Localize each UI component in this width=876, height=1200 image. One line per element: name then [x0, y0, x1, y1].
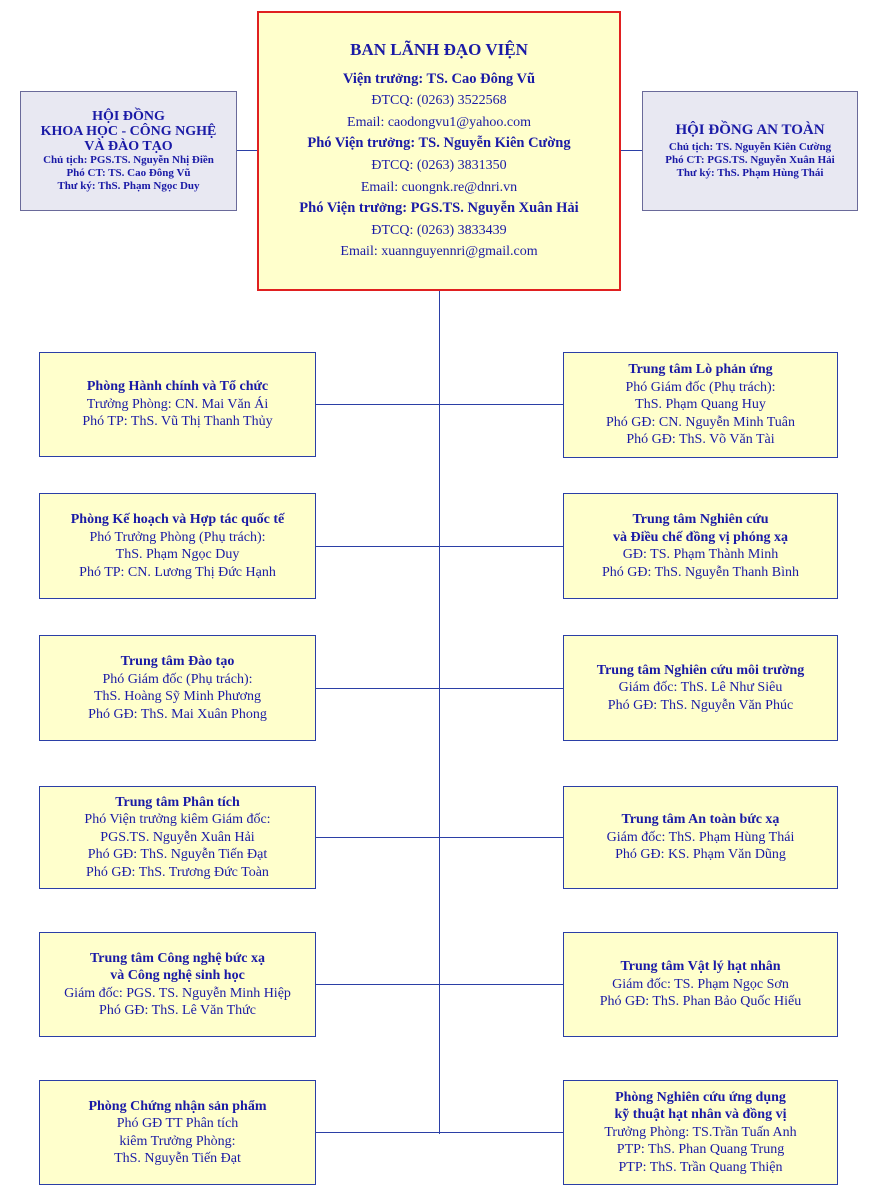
deputy-director-2-name: Phó Viện trưởng: PGS.TS. Nguyễn Xuân Hải	[299, 200, 579, 217]
science-council-vice-chair: Phó CT: TS. Cao Đông Vũ	[66, 167, 191, 179]
unit-title: Trung tâm Nghiên cứu môi trường	[596, 662, 805, 678]
connector-right-4	[439, 837, 563, 838]
connector-right-2	[439, 546, 563, 547]
unit-line: Giám đốc: TS. Phạm Ngọc Sơn	[612, 976, 789, 992]
deputy-director-1-name: Phó Viện trưởng: TS. Nguyễn Kiên Cường	[307, 135, 571, 152]
unit-product-certification	[39, 1080, 316, 1185]
unit-planning-international	[39, 493, 316, 599]
unit-title: Trung tâm Đào tạo	[120, 654, 235, 669]
connector-right-5	[439, 984, 563, 985]
unit-line: Phó GĐ: ThS. Nguyễn Thanh Bình	[601, 564, 800, 580]
connector-right-3	[439, 688, 563, 689]
unit-title: và Công nghệ sinh học	[110, 968, 245, 983]
unit-line: GĐ: TS. Phạm Thành Minh	[622, 547, 779, 562]
unit-line: Trưởng Phòng: CN. Mai Văn Ái	[86, 396, 269, 412]
deputy-director-2-phone: ĐTCQ: (0263) 3833439	[371, 222, 507, 238]
science-council-secretary: Thư ký: ThS. Phạm Ngọc Duy	[57, 180, 200, 192]
unit-title: và Điều chế đồng vị phóng xạ	[612, 529, 789, 545]
connector-science-council	[237, 150, 258, 151]
leadership-title: BAN LÃNH ĐẠO VIỆN	[350, 40, 528, 60]
unit-line: ThS. Phạm Ngọc Duy	[115, 547, 240, 562]
unit-environment-research-center	[563, 635, 838, 741]
connector-left-3	[316, 688, 439, 689]
unit-line: Phó Viện trưởng kiêm Giám đốc:	[84, 812, 271, 828]
unit-line: Phó Giám đốc (Phụ trách):	[625, 379, 776, 395]
unit-title: Trung tâm Nghiên cứu	[632, 512, 769, 527]
director-email: Email: caodongvu1@yahoo.com	[347, 114, 531, 130]
unit-line: PTP: ThS. Phan Quang Trung	[616, 1142, 785, 1158]
connector-left-4	[316, 837, 439, 838]
unit-line: Giám đốc: PGS. TS. Nguyễn Minh Hiệp	[64, 985, 291, 1001]
science-council-title-3: VÀ ĐÀO TẠO	[84, 139, 173, 154]
unit-line: Phó GĐ: KS. Phạm Văn Dũng	[615, 847, 786, 863]
unit-admin-organization	[39, 352, 316, 457]
unit-title: Phòng Nghiên cứu ứng dụng	[615, 1089, 786, 1105]
connector-left-5	[316, 984, 439, 985]
unit-radiation-safety-center	[563, 786, 838, 889]
unit-title: kỹ thuật hạt nhân và đồng vị	[614, 1107, 787, 1123]
connector-safety-council	[621, 150, 642, 151]
safety-council-box	[642, 91, 858, 211]
unit-title: Trung tâm Vật lý hạt nhân	[620, 959, 781, 975]
leadership-box	[257, 11, 621, 291]
unit-reactor-center	[563, 352, 838, 458]
unit-title: Trung tâm Công nghệ bức xạ	[90, 950, 265, 966]
unit-training-center	[39, 635, 316, 741]
connector-left-1	[316, 404, 439, 405]
safety-council-vice-chair: Phó CT: PGS.TS. Nguyễn Xuân Hải	[665, 153, 835, 166]
unit-title: Trung tâm An toàn bức xạ	[621, 812, 780, 828]
unit-line: Phó GĐ: ThS. Võ Văn Tài	[626, 432, 775, 448]
unit-nuclear-applications-dept	[563, 1080, 838, 1185]
deputy-director-1-phone: ĐTCQ: (0263) 3831350	[371, 158, 507, 173]
deputy-director-1-email: Email: cuongnk.re@dnri.vn	[360, 179, 518, 195]
unit-line: Trưởng Phòng: TS.Trần Tuấn Anh	[604, 1124, 797, 1140]
unit-line: Phó GĐ: ThS. Phan Bảo Quốc Hiếu	[599, 994, 802, 1010]
unit-line: Phó TP: CN. Lương Thị Đức Hạnh	[79, 564, 276, 580]
science-council-box	[20, 91, 237, 211]
unit-line: Phó GĐ: ThS. Lê Văn Thức	[99, 1003, 256, 1018]
unit-line: ThS. Hoàng Sỹ Minh Phương	[93, 689, 262, 704]
unit-nuclear-physics-center	[563, 932, 838, 1037]
unit-line: ThS. Phạm Quang Huy	[635, 397, 766, 413]
unit-title: Phòng Hành chính và Tổ chức	[86, 379, 269, 395]
unit-title: Trung tâm Phân tích	[115, 794, 240, 810]
safety-council-title: HỘI ĐỒNG AN TOÀN	[675, 121, 825, 138]
unit-line: Phó GĐ: ThS. Mai Xuân Phong	[88, 706, 267, 722]
connector-right-6	[439, 1132, 563, 1133]
unit-line: Phó GĐ: ThS. Nguyễn Văn Phúc	[607, 697, 794, 713]
connector-right-1	[439, 404, 563, 405]
unit-title: Trung tâm Lò phản ứng	[628, 362, 773, 378]
unit-radiation-biotech-center	[39, 932, 316, 1037]
unit-line: Giám đốc: ThS. Lê Như Siêu	[618, 680, 783, 696]
unit-line: PGS.TS. Nguyễn Xuân Hải	[100, 829, 255, 845]
unit-line: Phó GĐ: ThS. Trương Đức Toàn	[86, 864, 269, 880]
unit-analysis-center	[39, 786, 316, 889]
unit-line: PTP: ThS. Trần Quang Thiện	[618, 1159, 783, 1175]
unit-title: Phòng Kế hoạch và Hợp tác quốc tế	[70, 512, 285, 527]
director-phone: ĐTCQ: (0263) 3522568	[371, 93, 507, 109]
unit-line: kiêm Trưởng Phòng:	[119, 1133, 236, 1149]
safety-council-chair: Chủ tịch: TS. Nguyễn Kiên Cường	[668, 140, 832, 153]
connector-spine	[439, 291, 440, 1134]
science-council-chair: Chủ tịch: PGS.TS. Nguyễn Nhị Điền	[43, 154, 214, 166]
science-council-title-2: KHOA HỌC - CÔNG NGHỆ	[40, 124, 217, 139]
unit-line: Giám đốc: ThS. Phạm Hùng Thái	[606, 829, 795, 845]
unit-line: Phó GĐ: CN. Nguyễn Minh Tuân	[605, 414, 796, 430]
connector-left-6	[316, 1132, 439, 1133]
unit-line: ThS. Nguyễn Tiến Đạt	[114, 1151, 241, 1166]
connector-left-2	[316, 546, 439, 547]
deputy-director-2-email: Email: xuannguyennri@gmail.com	[340, 244, 538, 260]
science-council-title-1: HỘI ĐỒNG	[92, 109, 165, 124]
unit-line: Phó Trưởng Phòng (Phụ trách):	[89, 529, 266, 545]
director-name: Viện trưởng: TS. Cao Đông Vũ	[342, 70, 536, 87]
unit-line: Phó TP: ThS. Vũ Thị Thanh Thủy	[82, 414, 273, 430]
unit-isotope-production-center	[563, 493, 838, 599]
unit-line: Phó Giám đốc (Phụ trách):	[102, 671, 253, 687]
safety-council-secretary: Thư ký: ThS. Phạm Hùng Thái	[676, 166, 824, 179]
unit-title: Phòng Chứng nhận sản phẩm	[88, 1098, 267, 1114]
unit-line: Phó GĐ: ThS. Nguyễn Tiến Đạt	[87, 847, 268, 863]
unit-line: Phó GĐ TT Phân tích	[116, 1116, 239, 1131]
